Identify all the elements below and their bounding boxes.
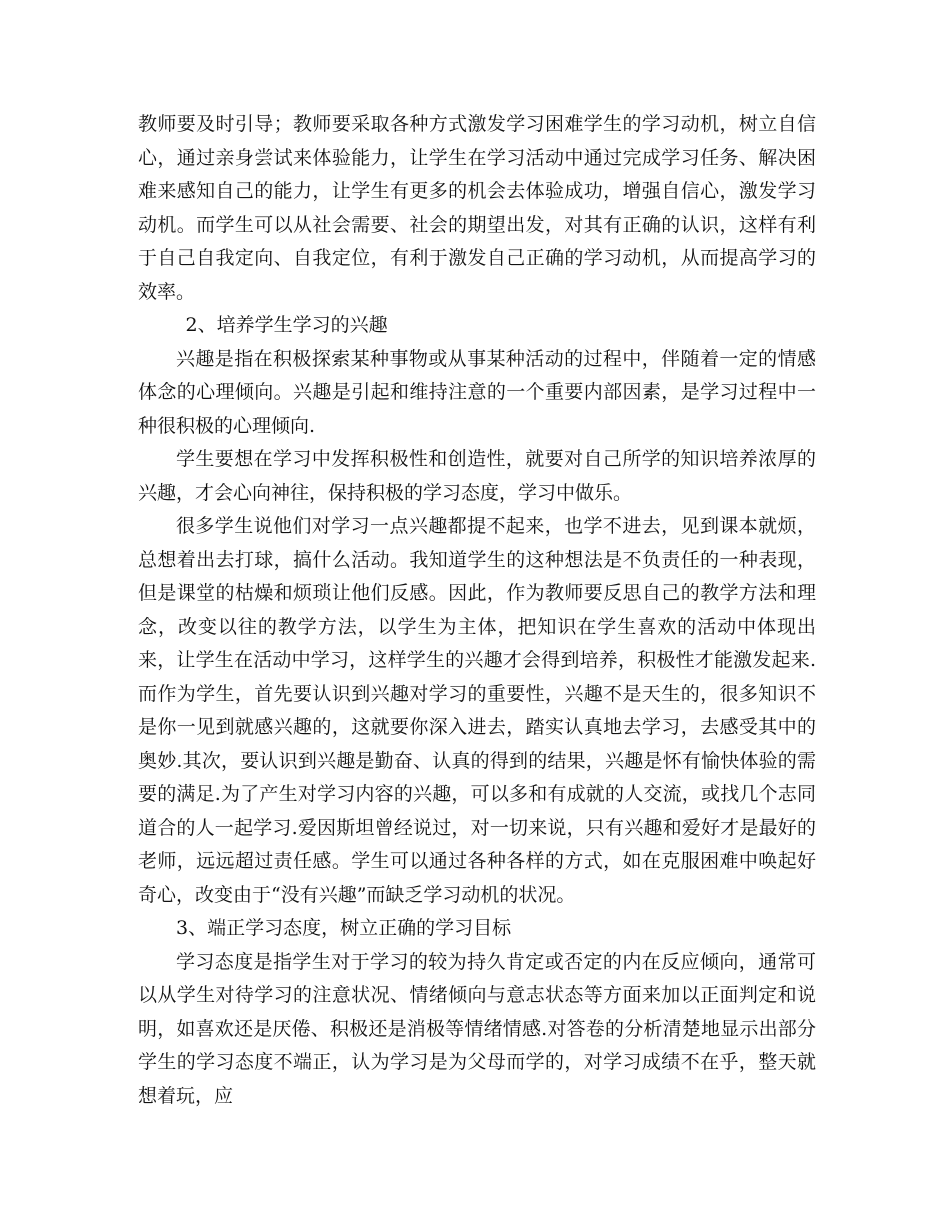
paragraph-interest-discussion: 很多学生说他们对学习一点兴趣都提不起来，也学不进去，见到课本就烦，总想着出去打球，搞什么活动。我知道学生的这种想法是不负责任的一种表现，但是课堂的枯燥和烦琐让他们反感。因此，作为教师要反思自己的教学方法和理念，改变以往的教学方法，以学生为主体，把知识在学生喜欢的活动中体现出来，让学生在活动中学习，这样学生的兴趣才会得到培养，积极性才能激发起来.而作为学生，首先要认识到兴趣对学习的重要性，兴趣不是天生的，很多知识不是你一见到就感兴趣的，这就要你深入进去，踏实认真地去学习，去感受其中的奥妙.其次，要认识到兴趣是勤奋、认真的得到的结果，兴趣是怀有愉快体验的需要的满足.为了产生对学习内容的兴趣，可以多和有成就的人交流，或找几个志同道合的人一起学习.爱因斯坦曾经说过，对一切来说，只有兴趣和爱好才是最好的老师，远远超过责任感。学生可以通过各种各样的方式，如在克服困难中唤起好奇心，改变由于“没有兴趣”而缺乏学习动机的状况。: [138, 515, 816, 906]
section-heading-3: 3、端正学习态度，树立正确的学习目标: [176, 917, 512, 939]
paragraph-interest-creativity: 学生要想在学习中发挥积极性和创造性，就要对自己所学的知识培养浓厚的兴趣，才会心向神往，保持积极的学习态度，学习中做乐。: [138, 448, 816, 504]
paragraph-intro: 教师要及时引导；教师要采取各种方式激发学习困难学生的学习动机，树立自信心，通过亲身尝试来体验能力，让学生在学习活动中通过完成学习任务、解决困难来感知自己的能力，让学生有更多的机会去体验成功，增强自信心，激发学习动机。而学生可以从社会需要、社会的期望出发，对其有正确的认识，这样有利于自己自我定向、自我定位，有利于激发自己正确的学习动机，从而提高学习的效率。: [138, 113, 816, 303]
document-body: [138, 108, 816, 1113]
paragraph-interest-definition: 兴趣是指在积极探索某种事物或从事某种活动的过程中，伴随着一定的情感体念的心理倾向。兴趣是引起和维持注意的一个重要内部因素，是学习过程中一种很积极的心理倾向.: [138, 347, 816, 437]
paragraph-attitude: 学习态度是指学生对于学习的较为持久肯定或否定的内在反应倾向，通常可以从学生对待学习的注意状况、情绪倾向与意志状态等方面来加以正面判定和说明，如喜欢还是厌倦、积极还是消极等情绪情感.对答卷的分析清楚地显示出部分学生的学习态度不端正，认为学习是为父母而学的，对学习成绩不在乎，整天就想着玩，应: [138, 950, 816, 1107]
section-heading-2: 2、培养学生学习的兴趣: [185, 314, 388, 336]
